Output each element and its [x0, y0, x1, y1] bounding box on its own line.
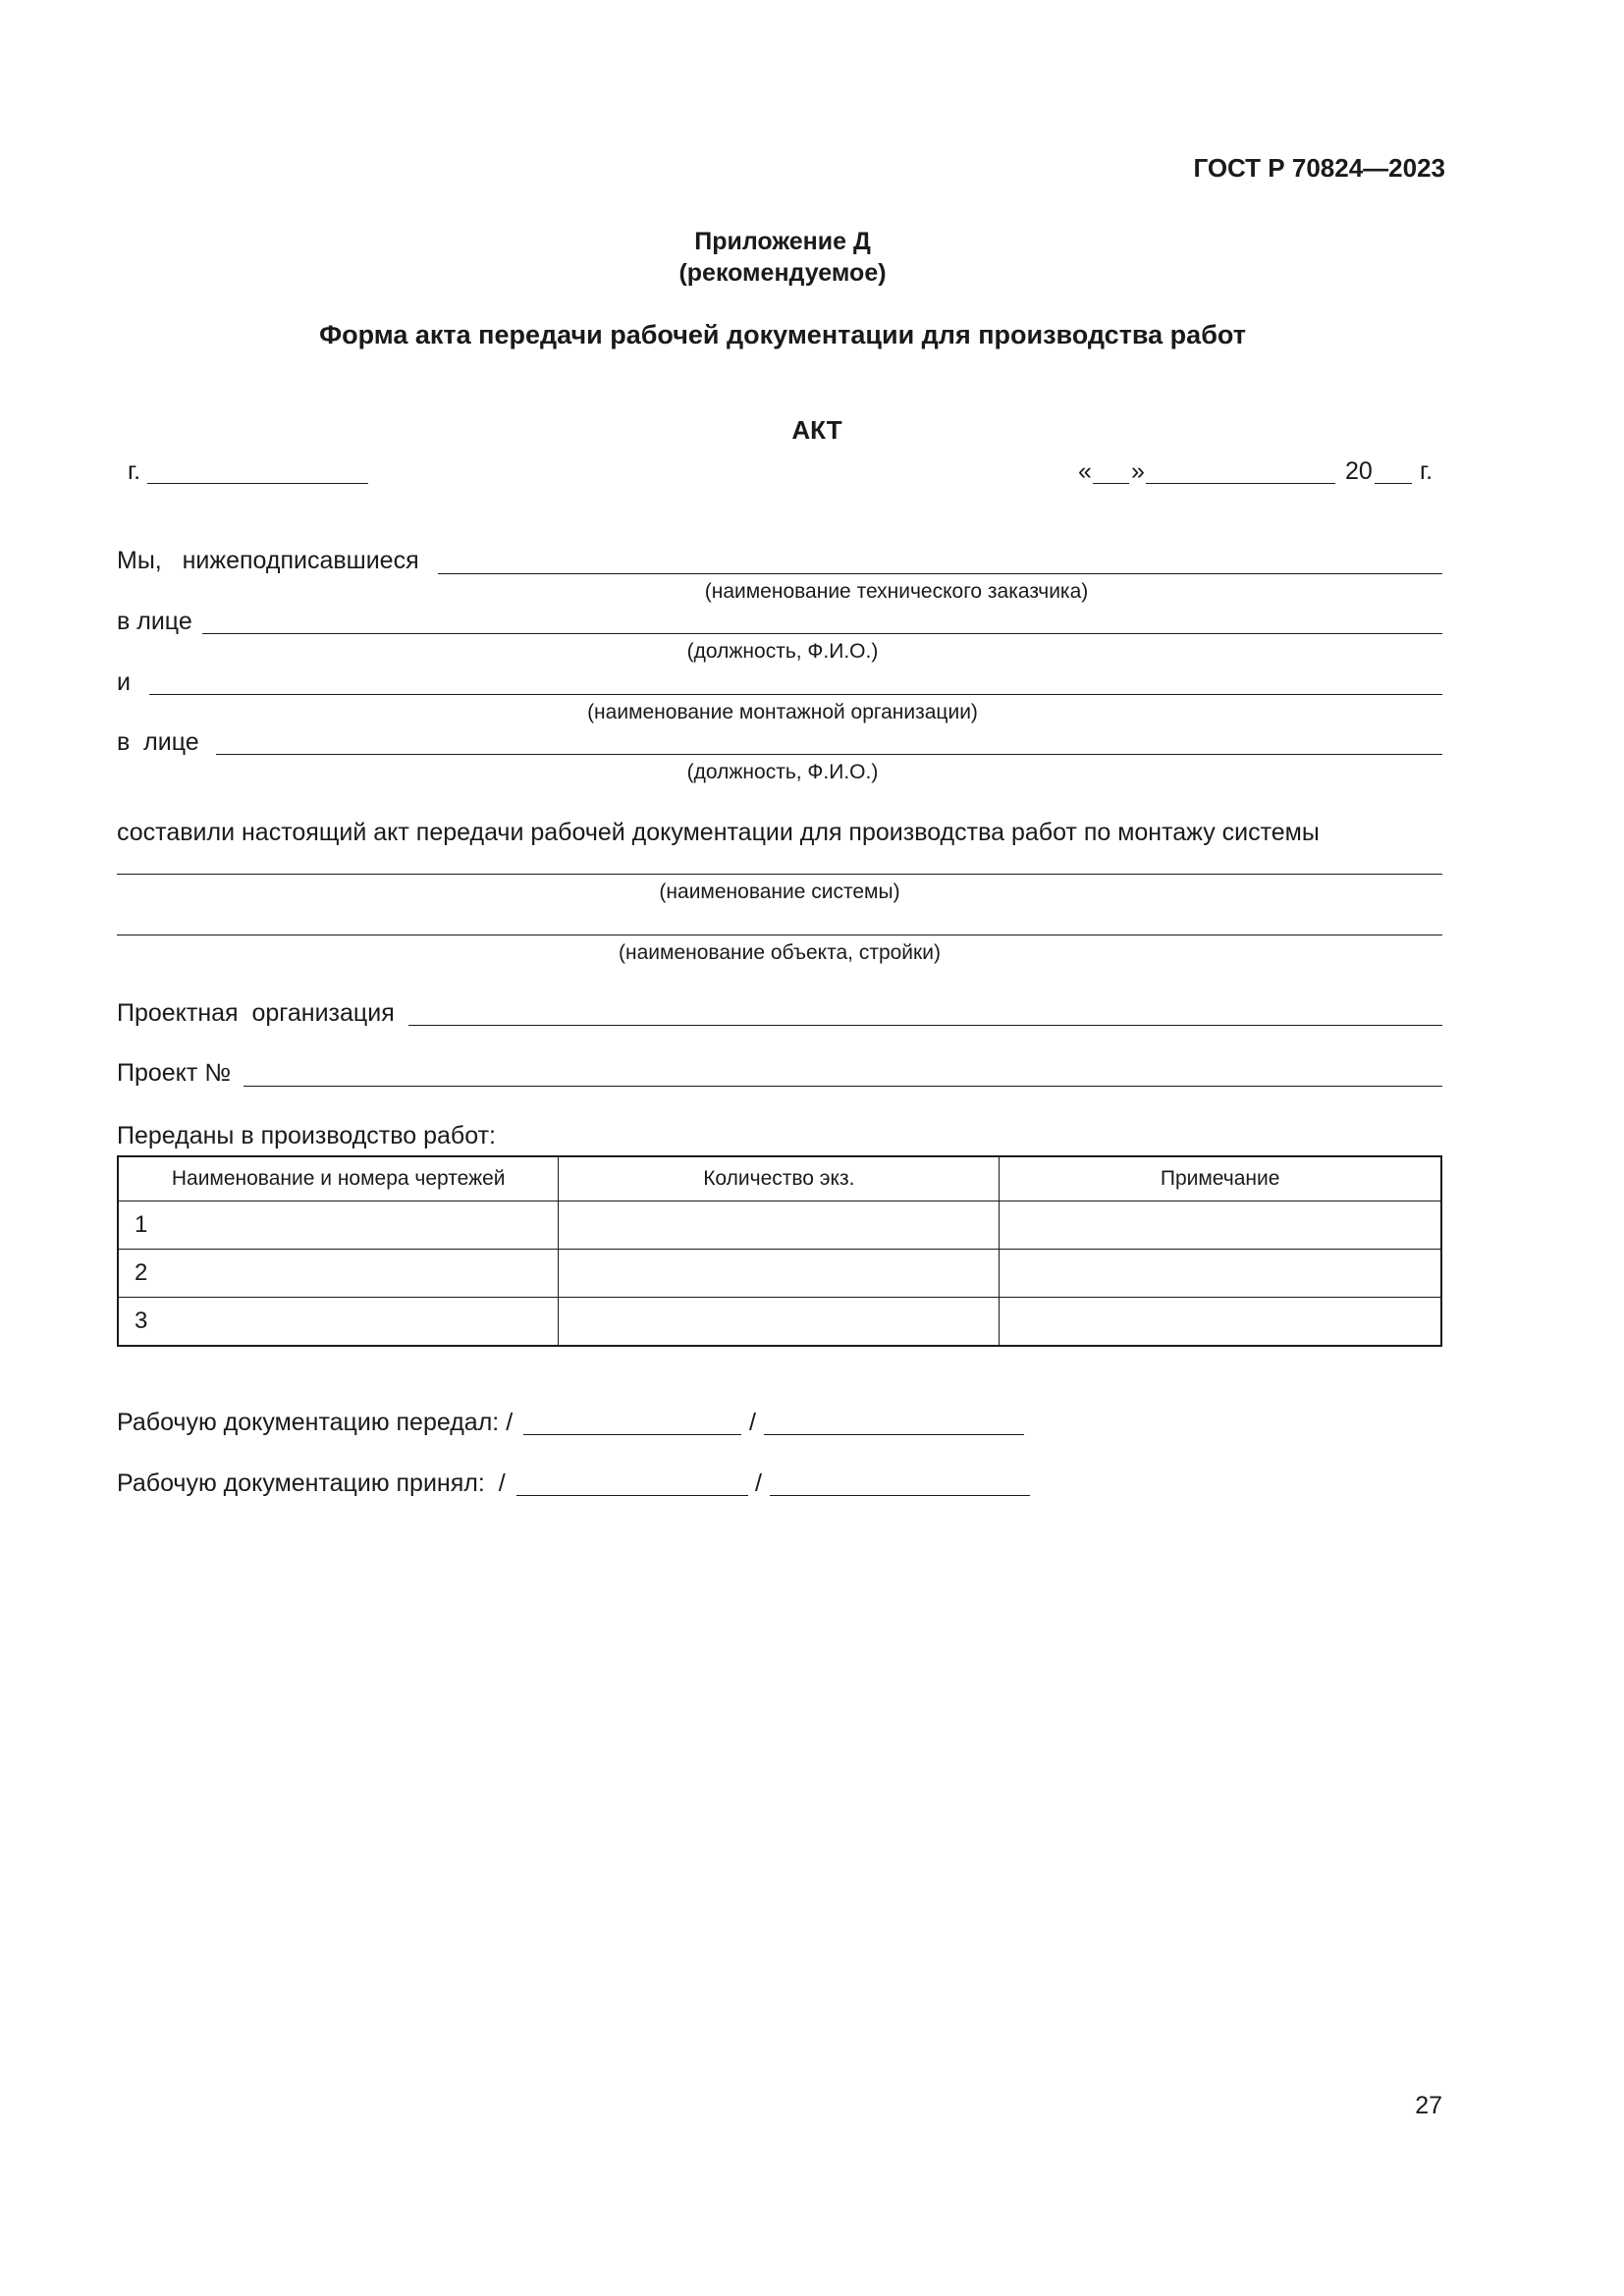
project-label: Проект № — [117, 1059, 232, 1087]
table-header-row — [118, 1156, 1441, 1201]
person1-field[interactable] — [202, 633, 1442, 634]
person2-label: в лице — [117, 728, 199, 756]
object-caption: (наименование объекта, стройки) — [619, 941, 941, 964]
handed-over-label: Рабочую документацию передал: / — [117, 1409, 514, 1436]
person1-label: в лице — [117, 608, 192, 635]
table-header-cell: Наименование и номера чертежей — [118, 1156, 559, 1201]
system-field[interactable] — [117, 874, 1442, 875]
person2-caption: (должность, Ф.И.О.) — [686, 761, 879, 783]
table-cell-quantity[interactable] — [559, 1201, 1000, 1250]
statement-text: составили настоящий акт передачи рабочей документации для производства работ по монтажу системы — [117, 819, 1320, 846]
handed-name-field[interactable] — [764, 1434, 1024, 1435]
table-cell-note[interactable] — [1000, 1250, 1441, 1298]
person2-field[interactable] — [216, 754, 1442, 755]
and-label: и — [117, 668, 131, 696]
city-prefix: г. — [128, 457, 141, 485]
day-field[interactable] — [1093, 483, 1129, 484]
project-field[interactable] — [244, 1086, 1442, 1087]
table-cell-name[interactable]: 3 — [118, 1298, 559, 1347]
table-cell-quantity[interactable] — [559, 1250, 1000, 1298]
table-header-cell: Количество экз. — [559, 1156, 1000, 1201]
city-field[interactable] — [147, 483, 368, 484]
page-number: 27 — [1415, 2092, 1442, 2119]
person1-caption: (должность, Ф.И.О.) — [686, 640, 879, 663]
year-field[interactable] — [1375, 483, 1412, 484]
form-title: Форма акта передачи рабочей документации для производства работ — [319, 320, 1246, 349]
table-cell-quantity[interactable] — [559, 1298, 1000, 1347]
organization-caption: (наименование монтажной организации) — [587, 701, 978, 723]
object-field[interactable] — [117, 934, 1442, 935]
customer-field[interactable] — [438, 573, 1442, 574]
year-prefix: 20 — [1345, 457, 1373, 485]
table-row — [118, 1298, 1441, 1347]
table-row — [118, 1250, 1441, 1298]
design-org-label: Проектная организация — [117, 999, 395, 1027]
table-row — [118, 1201, 1441, 1250]
date-close-quote: » — [1131, 457, 1145, 485]
table-cell-note[interactable] — [1000, 1201, 1441, 1250]
system-caption: (наименование системы) — [659, 881, 900, 903]
customer-caption: (наименование технического заказчика) — [704, 580, 1089, 603]
organization-field[interactable] — [149, 694, 1442, 695]
received-label: Рабочую документацию принял: / — [117, 1469, 506, 1497]
appendix-status: (рекомендуемое) — [678, 259, 887, 287]
received-separator: / — [755, 1469, 762, 1497]
transferred-label: Переданы в производство работ: — [117, 1122, 496, 1149]
table-cell-note[interactable] — [1000, 1298, 1441, 1347]
we-label: Мы, нижеподписавшиеся — [117, 547, 419, 574]
received-signature-field[interactable] — [516, 1495, 748, 1496]
handed-signature-field[interactable] — [523, 1434, 741, 1435]
act-title: АКТ — [791, 415, 842, 445]
standard-number: ГОСТ Р 70824—2023 — [1193, 153, 1445, 183]
month-field[interactable] — [1146, 483, 1335, 484]
date-open-quote: « — [1078, 457, 1092, 485]
handed-separator: / — [749, 1409, 756, 1436]
design-org-field[interactable] — [408, 1025, 1442, 1026]
year-suffix: г. — [1420, 457, 1434, 485]
table-cell-name[interactable]: 2 — [118, 1250, 559, 1298]
table-cell-name[interactable]: 1 — [118, 1201, 559, 1250]
appendix-title: Приложение Д — [694, 228, 871, 255]
table-header-cell: Примечание — [1000, 1156, 1441, 1201]
drawings-table — [117, 1155, 1442, 1347]
received-name-field[interactable] — [770, 1495, 1030, 1496]
